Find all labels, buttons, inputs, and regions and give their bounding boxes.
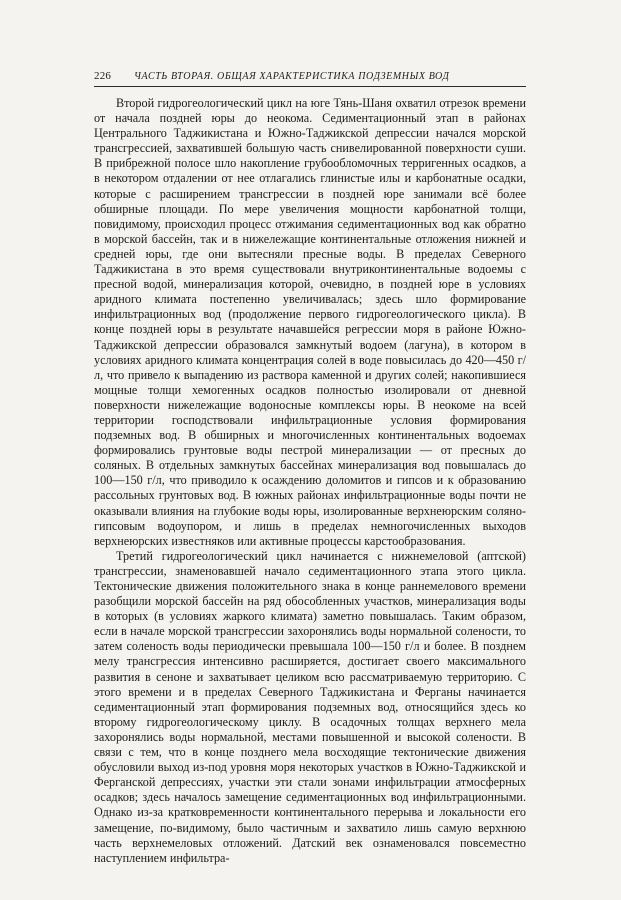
page-header	[94, 70, 526, 82]
paragraph-1: Второй гидрогеологический цикл на юге Тянь-Шаня охватил отрезок времени от начала поздней юры до неокома. Седиментационный этап в районах Центрального Таджикистана и Южно-Таджикской депрессии начался морской трансгрессией, захватившей большую часть снивелированной поверхности суши. В прибрежной полосе шло накопление грубообломочных терригенных осадков, а в некотором отдалении от нее отлагались глинистые илы и карбонатные осадки, которые с расширением трансгрессии в поздней юре занимали всё более обширные площади. По мере увеличения мощности карбонатной толщи, повидимому, происходил процесс отжимания седиментационных вод как обратно в морской бассейн, так и в нижележащие континентальные отложения нижней и средней юры, где они вытесняли пресные воды. В пределах Северного Таджикистана в это время существовали внутриконтинентальные водоемы с пресной водой, минерализация которой, очевидно, в поздней юре в условиях аридного климата постепенно увеличивалась; здесь шло формирование инфильтрационных вод (продолжение первого гидрогеологического цикла). В конце поздней юры в результате начавшейся регрессии моря в районе Южно-Таджикской депрессии образовался замкнутый водоем (лагуна), в котором в условиях аридного климата концентрация солей в воде повысилась до 420—450 г/л, что привело к выпадению из раствора каменной и других солей; накопившиеся мощные толщи хемогенных осадков полностью изолировали от дневной поверхности нижележащие водоносные комплексы юры. В неокоме на всей территории господствовали инфильтрационные условия формирования подземных вод. В обширных и многочисленных континентальных водоемах формировались грунтовые воды пестрой минерализации — от пресных до соляных. В отдельных замкнутых бассейнах минерализация вод повышалась до 100—150 г/л, что приводило к осаждению доломитов и гипсов и к образованию рассольных грунтовых вод. В южных районах инфильтрационные воды почти не оказывали влияния на глубокие воды юры, изолированные верхнеюрским соляно-гипсовым водоупором, и лишь в пределах немногочисленных выходов верхнеюрских известняков или активные процессы карстообразования.	[94, 96, 526, 548]
body-text	[94, 96, 526, 866]
page-number: 226	[94, 70, 112, 82]
header-rule	[94, 86, 526, 87]
running-title: ЧАСТЬ ВТОРАЯ. ОБЩАЯ ХАРАКТЕРИСТИКА ПОДЗЕМНЫХ ВОД	[134, 71, 450, 82]
paragraph-2: Третий гидрогеологический цикл начинается с нижнемеловой (аптской) трансгрессии, знаменовавшей начало седиментационного этапа этого цикла. Тектонические движения положительного знака в конце раннемелового времени разобщили морской бассейн на ряд обособленных участков, минерализация воды в которых (в условиях жаркого климата) заметно повышалась. Таким образом, если в начале морской трансгрессии захоронялись воды нормальной солености, то затем соленость воды периодически превышала 100—150 г/л и более. В позднем мелу трансгрессия интенсивно расширяется, достигает своего максимального развития в сеноне и захватывает целиком всю рассматриваемую территорию. С этого времени и в пределах Северного Таджикистана и Ферганы начинается седиментационный этап формирования подземных вод, относящийся здесь ко второму гидрогеологическому циклу. В осадочных толщах верхнего мела захоронялись воды нормальной, местами повышенной и высокой солености. В связи с тем, что в конце позднего мела восходящие тектонические движения обусловили выход из-под уровня моря некоторых участков в Южно-Таджикской и Ферганской депрессиях, участки эти стали зонами инфильтрации атмосферных осадков; здесь началось замещение седиментационных вод инфильтрационными. Однако из-за кратковременности континентального перерыва и локальности его замещение, по-видимому, было частичным и захватило лишь самую верхнюю часть верхнемеловых отложений. Датский век ознаменовался повсеместно наступлением инфильтра-	[94, 548, 526, 865]
